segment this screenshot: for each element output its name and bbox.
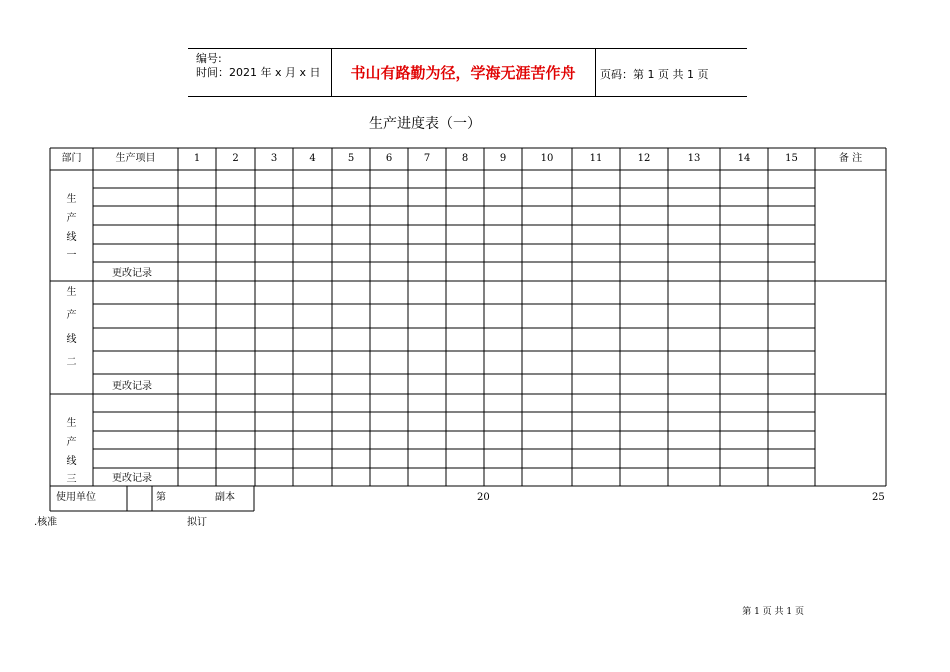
approve-label: .核准 [34,517,58,528]
line-name-char: 一 [66,250,77,261]
header-day-7: 7 [423,153,431,164]
header-dept: 部门 [61,153,82,164]
header-day-8: 8 [461,153,469,164]
header-day-3: 3 [270,153,278,164]
line-name-char: 线 [66,456,77,467]
header-day-9: 9 [499,153,507,164]
header-day-10: 10 [540,153,554,164]
header-day-13: 13 [687,153,701,164]
line-name-char: 线 [66,232,77,243]
use-unit-label: 使用单位 [56,492,96,503]
header-day-6: 6 [385,153,393,164]
doc-number-label: 编号: [196,52,222,65]
doc-time-label: 时间：2021 年 x 月 x 日 [196,66,321,79]
header-day-4: 4 [309,153,316,164]
change-record-label: 更改记录 [112,381,152,392]
line-name-char: 产 [66,213,77,224]
header-remark: 备 注 [838,153,863,164]
line-name-char: 二 [66,357,77,368]
header-day-1: 1 [193,153,201,164]
number-20: 20 [477,492,490,503]
line-name-char: 生 [66,194,77,205]
line-name-char: 生 [66,287,77,298]
header-day-2: 2 [232,153,239,164]
header-page-label: 页码：第 1 页 共 1 页 [600,68,709,81]
draft-label: 拟订 [187,517,207,528]
copy-prefix: 第 [156,492,166,503]
change-record-label: 更改记录 [112,473,152,484]
header-day-14: 14 [737,153,751,164]
header-item: 生产项目 [115,153,156,164]
page-title: 生产进度表（一） [369,116,481,132]
copy-suffix: 副本 [215,492,235,503]
line-name-char: 生 [66,418,77,429]
header-day-11: 11 [589,153,603,164]
change-record-label: 更改记录 [112,268,152,279]
line-name-char: 线 [66,334,77,345]
line-name-char: 三 [66,474,77,485]
line-name-char: 产 [66,437,77,448]
number-25: 25 [872,492,885,503]
header-slogan: 书山有路勤为径，学海无涯苦作舟 [350,64,576,82]
page-footer: 第 1 页 共 1 页 [742,607,804,617]
line-name-char: 产 [66,310,77,321]
header-day-5: 5 [347,153,355,164]
header-day-12: 12 [637,153,651,164]
header-day-15: 15 [785,153,798,164]
